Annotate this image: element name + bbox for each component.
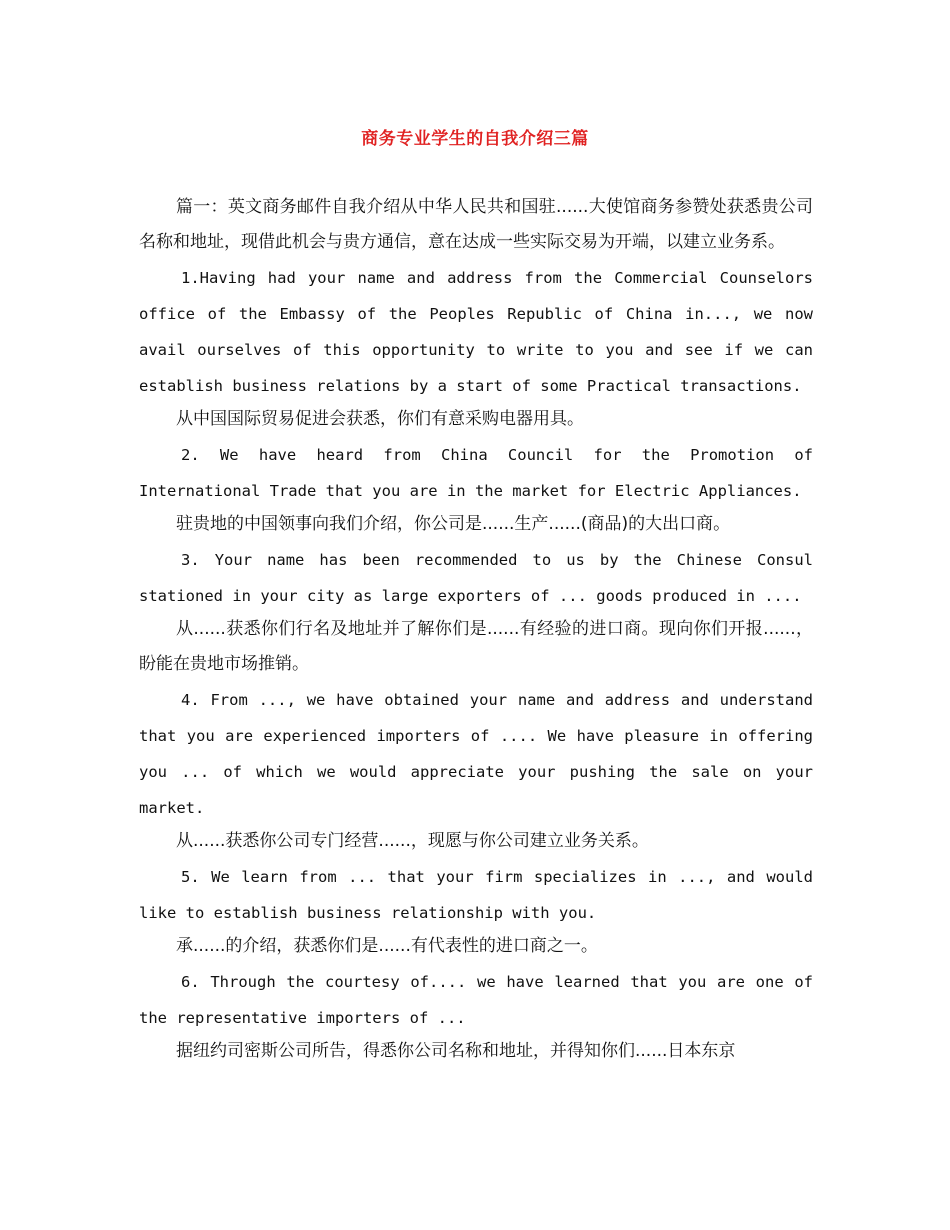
paragraph-1-en: 1.Having had your name and address from the Commercial Counselors office of the Embassy of the Peoples Republic of China in..., we now avail ourselves of this opportunity to write to you and see if we can establish business relations by a start of some Practical transactions. — [139, 269, 813, 395]
paragraph-2-en: 2. We have heard from China Council for the Promotion of International Trade that you are in the market for Electric Appliances. — [139, 446, 813, 500]
paragraph-3-zh: 驻贵地的中国领事向我们介绍，你公司是......生产......(商品)的大出口商。 — [176, 514, 731, 534]
paragraph-6-en: 6. Through the courtesy of.... we have learned that you are one of the representative importers of ... — [139, 973, 813, 1027]
page-title: 商务专业学生的自我介绍三篇 — [361, 129, 589, 149]
paragraph-3-en: 3. Your name has been recommended to us by the Chinese Consul stationed in your city as large exporters of ... goods produced in .... — [139, 551, 813, 605]
document-body — [139, 190, 813, 1069]
paragraph-4-zh: 从......获悉你们行名及地址并了解你们是......有经验的进口商。现向你们开报......，盼能在贵地市场推销。 — [139, 619, 813, 674]
paragraph-7-zh: 据纽约司密斯公司所告，得悉你公司名称和地址，并得知你们......日本东京 — [176, 1041, 736, 1061]
paragraph-intro-zh: 篇一：英文商务邮件自我介绍从中华人民共和国驻......大使馆商务参赞处获悉贵公司名称和地址，现借此机会与贵方通信，意在达成一些实际交易为开端，以建立业务系。 — [139, 197, 813, 252]
paragraph-5-zh: 从......获悉你公司专门经营......，现愿与你公司建立业务关系。 — [176, 831, 649, 851]
paragraph-2-zh: 从中国国际贸易促进会获悉，你们有意采购电器用具。 — [176, 409, 584, 429]
paragraph-5-en: 5. We learn from ... that your firm specializes in ..., and would like to establish business relationship with you. — [139, 868, 813, 922]
paragraph-6-zh: 承......的介绍，获悉你们是......有代表性的进口商之一。 — [176, 936, 598, 956]
paragraph-4-en: 4. From ..., we have obtained your name and address and understand that you are experienced importers of .... We have pleasure in offering you ... of which we would appreciate your pushing the sale on your market. — [139, 691, 813, 817]
